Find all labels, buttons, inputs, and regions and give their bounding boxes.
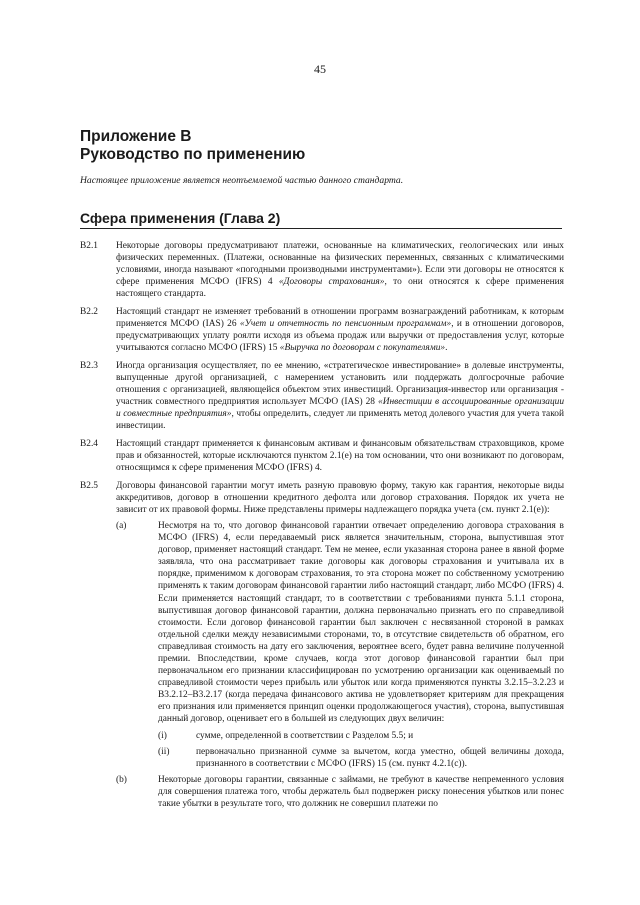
paragraph-text: Некоторые договоры предусматривают платежи, основанные на климатических, геологических или иных физических переменных. (Платежи, основанные на физических переменных, связанных с климатическими условиями, иногда называют «погодными производными инструментами»). Если эти договоры не относятся к сфере применения МСФО (IFRS) 4 «Договоры страхования», то они относятся к сфере применения настоящего стандарта.	[116, 241, 564, 300]
page-number: 45	[314, 62, 326, 76]
appendix-title-block	[80, 128, 305, 164]
list-item-text: первоначально признанной сумме за вычетом, когда уместно, общей величины дохода, признанного в соответствии с МСФО (IFRS) 15 (см. пункт 4.2.1(с)).	[196, 746, 564, 769]
subparagraph-a	[116, 520, 564, 770]
paragraph-b2-2	[80, 306, 564, 354]
list-item-label: (ii)	[158, 746, 170, 757]
subparagraph-label: (a)	[116, 520, 127, 531]
subparagraph-content	[158, 520, 564, 770]
paragraph-number: B2.4	[80, 438, 98, 449]
list-item	[158, 746, 564, 770]
appendix-title: Приложение В	[80, 128, 192, 145]
paragraph-content	[116, 480, 564, 814]
subparagraph-label: (b)	[116, 774, 127, 785]
paragraph-number: B2.3	[80, 360, 98, 371]
list-item-label: (i)	[158, 730, 167, 741]
list-item-text: сумме, определенной в соответствии с Разделом 5.5; и	[196, 730, 414, 741]
paragraph-b2-1	[80, 240, 564, 300]
paragraph-text: Настоящий стандарт не изменяет требований в отношении программ вознаграждений работникам, к которым применяется МСФО (IAS) 26 «Учет и отчетность по пенсионным программам», и в отношении договоров, предусматривающих уплату роялти исходя из объема продаж или выручки от предоставления услуг, которые учитываются согласно МСФО (IFRS) 15 «Выручка по договорам с покупателями».	[116, 306, 564, 354]
paragraph-text: Иногда организация осуществляет, по ее мнению, «стратегическое инвестирование» в долевые инструменты, выпущенные другой организацией, с намерением установить или поддержать долгосрочные рабочие отношения с организацией, являющейся объектом этих инвестиций. Организация-инвестор или организация - участник совместного предприятия использует МСФО (IAS) 28 «Инвестиции в ассоциированные организации и совместные предприятия», чтобы определить, следует ли применять метод долевого участия для учета такой инвестиции.	[116, 360, 565, 432]
paragraph-text: Настоящий стандарт применяется к финансовым активам и финансовым обязательствам страховщиков, кроме прав и обязанностей, которые исключаются пунктом 2.1(е) на том основании, что они возникают по договорам, относящимся к сфере применения МСФО (IFRS) 4.	[116, 438, 564, 474]
list-item	[158, 730, 564, 742]
appendix-intro: Настоящее приложение является неотъемлемой частью данного стандарта.	[80, 175, 404, 186]
subparagraph-text: Некоторые договоры гарантии, связанные с займами, не требуют в качестве непременного условия для совершения платежа того, чтобы держатель был подвержен риску понесения убытков или понес такие убытки в результате того, что должник не совершил платежи по	[158, 774, 564, 810]
subparagraph-b	[116, 774, 564, 810]
paragraph-number: B2.2	[80, 306, 98, 317]
paragraph-b2-3	[80, 360, 564, 433]
appendix-subtitle: Руководство по применению	[80, 146, 306, 163]
section-heading: Сфера применения (Глава 2)	[80, 210, 562, 229]
paragraph-b2-4	[80, 438, 564, 474]
paragraph-b2-5	[80, 480, 564, 814]
paragraph-number: B2.1	[80, 241, 98, 251]
document-body	[80, 240, 564, 820]
paragraph-text: Договоры финансовой гарантии могут иметь разную правовую форму, такую как гарантия, некоторые виды аккредитивов, договор в отношении кредитного дефолта или договор страхования. Порядок их учета не зависит от их правовой формы. Ниже представлены примеры надлежащего порядка учета (см. пункт 2.1(е)):	[116, 480, 564, 515]
subparagraph-text: Несмотря на то, что договор финансовой гарантии отвечает определению договора страхования в МСФО (IFRS) 4, если передаваемый риск является значительным, сторона, выпустившая этот договор, применяет настоящий стандарт. Тем не менее, если указанная сторона ранее в явной форме заявляла, что она рассматривает такие договоры как договоры страхования и учитывала их в порядке, применимом к договорам страхования, то эта сторона может по собственному усмотрению применять к таким договорам финансовой гарантии либо настоящий стандарт, либо МСФО (IFRS) 4. Если применяется настоящий стандарт, то в соответствии с требованиями пункта 5.1.1 сторона, выпустившая договор финансовой гарантии, должна первоначально признать его по справедливой стоимости. Если договор финансовой гарантии был заключен с несвязанной стороной в рамках отдельной сделки между независимыми сторонами, то, в отсутствие свидетельств об обратном, его справедливая стоимость на дату его заключения, вероятнее всего, будет равна величине полученной премии. Впоследствии, кроме случаев, когда этот договор финансовой гарантии был при первоначальном его признании классифицирован по усмотрению организации как оцениваемый по справедливой стоимости через прибыль или убыток или когда применяются пункты 3.2.15–3.2.23 и B3.2.12–B3.2.17 (когда передача финансового актива не удовлетворяет критериям для прекращения его признания или применяется принцип оценки продолжающегося участия), сторона, выпустившая данный договор, оценивает его в большей из следующих двух величин:	[158, 520, 564, 725]
paragraph-number: B2.5	[80, 480, 98, 491]
